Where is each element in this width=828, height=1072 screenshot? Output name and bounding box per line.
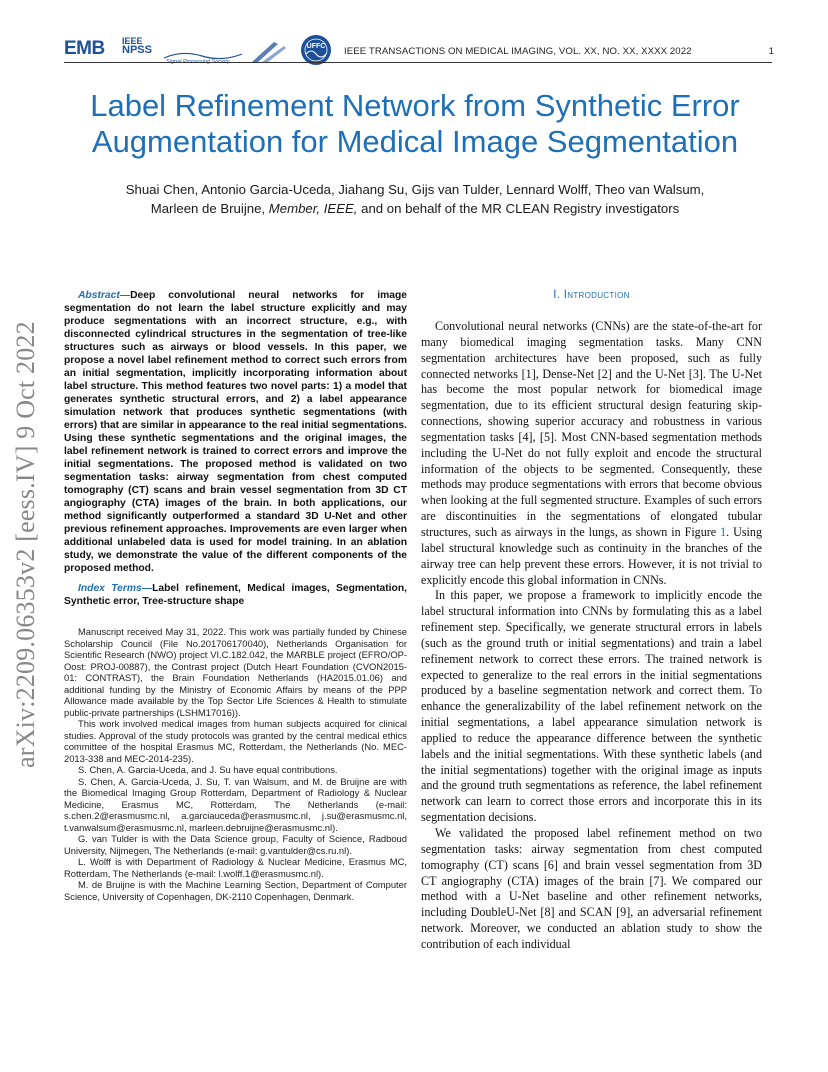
footnote-manuscript: Manuscript received May 31, 2022. This work was partially funded by Chinese Scholarship Council (File No.201706170040), Netherlands Organisation for Scientific Research (NWO) project VI.C.182.042, the MARBLE project (EFRO/OP-Oost: PROJ-00887), the Contrast project (Dutch Heart Foundation (CVON2015-01: CONTRAST), the Brain Foundation Netherlands (HA2015.01.06) and additional funding by the Ministry of Economic Affairs by means of the PPP Allowance made available by the Top Sector Life Sciences & Health to stimulate public-private partnerships (LSHM17016)). — [64, 626, 407, 718]
section-title: Introduction — [563, 289, 630, 301]
footnote-ethics: This work involved medical images from human subjects acquired for clinical studies. Approval of the study protocols was granted by the central medical ethics committee of the hospital Erasmus MC, Rotterdam, the Netherlands (No. MEC-2013-338 and MEC-2014-235). — [64, 718, 407, 764]
paper-title — [40, 88, 790, 160]
section-number: I. — [553, 289, 561, 301]
footnote-equal-contribution: S. Chen, A. Garcia-Uceda, and J. Su have equal contributions. — [78, 764, 338, 775]
footnote-affiliation-wolff: L. Wolff is with Department of Radiology & Nuclear Medicine, Erasmus MC, Rotterdam, The Netherlands (e-mail: l.wolff.1@erasmusmc.nl). — [64, 856, 407, 879]
signal-processing-society-logo — [162, 40, 302, 64]
title-line-2: Augmentation for Medical Image Segmentation — [91, 124, 739, 159]
index-terms-text: Label refinement, Medical images, Segmentation, Synthetic error, Tree-structure shape — [64, 583, 407, 607]
header-rule — [64, 62, 772, 63]
journal-name: IEEE TRANSACTIONS ON MEDICAL IMAGING, VOL. XX, NO. XX, XXXX 2022 — [344, 46, 692, 57]
introduction-body — [421, 319, 762, 953]
index-terms — [64, 582, 407, 608]
member-ieee: Member, IEEE, — [268, 201, 358, 216]
footnote-affiliation-erasmus: S. Chen, A. Garcia-Uceda, J. Su, T. van Walsum, and M. de Bruijne are with the Biomedical Imaging Group Rotterdam, Department of Radiology & Nuclear Medicine, Erasmus MC, Rotterdam, The Netherlands (e-mail: s.chen.2@erasmusmc.nl, a.garciauceda@erasmusmc.nl, j.su@erasmusmc.nl, t.vanwalsum@erasmusmc.nl, marleen.debruijne@erasmusmc.nl). — [64, 775, 407, 833]
right-column — [421, 289, 762, 953]
index-terms-heading: Index Terms— — [78, 583, 153, 594]
footnote-affiliation-radboud: G. van Tulder is with the Data Science group, Faculty of Science, Radboud University, Nijmegen, The Netherlands (e-mail: g.vantulder@cs.ru.nl). — [64, 833, 407, 856]
ieee-logo-text: IEEE — [122, 36, 143, 46]
authors-line-2 — [40, 199, 790, 218]
emb-logo-text: EMB — [64, 38, 105, 59]
intro-paragraph-1 — [421, 319, 762, 588]
abstract-text: Deep convolutional neural networks for image segmentation do not learn the label structure explicitly and may produce segmentations with an incorrect structure, e.g., with disconnected cylindrical structures in the segmentation of tree-like structures such as airways or blood vessels. In this paper, we propose a novel label refinement method to correct such errors from an initial segmentation, implicitly incorporating information about label structure. This method features two novel parts: 1) a model that generates synthetic structural errors, and 2) a label appearance simulation network that produces synthetic segmentations (with errors) that are similar in appearance to the real initial segmentations. Using these synthetic segmentations and the original images, the label refinement network is trained to correct errors and improve the initial segmentations. The proposed method is validated on two segmentation tasks: airway segmentation from chest computed tomography (CT) scans and brain vessel segmentation from 3D CT angiography (CTA) images of the brain. In both applications, our method significantly outperformed a standard 3D U-Net and other previous refinement approaches. Improvements are even larger when additional unlabeled data is used for model training. In an ablation study, we demonstrate the value of the different components of the proposed method. — [64, 290, 407, 574]
footnote-affiliation-copenhagen: M. de Bruijne is with the Machine Learning Section, Department of Computer Science, University of Copenhagen, DK-2110 Copenhagen, Denmark. — [64, 879, 407, 902]
authors-line-2-end: and on behalf of the MR CLEAN Registry investigators — [361, 201, 680, 216]
authors-line-1: Shuai Chen, Antonio Garcia-Uceda, Jiahang Su, Gijs van Tulder, Lennard Wolff, Theo van Walsum, — [125, 182, 705, 197]
author-list — [40, 180, 790, 218]
authors-line-2-start: Marleen de Bruijne, — [150, 201, 266, 216]
arxiv-identifier: arXiv:2209.06353v2 [eess.IV] 9 Oct 2022 — [11, 321, 40, 768]
figure-reference-link[interactable]: 1 — [720, 524, 727, 539]
emb-logo — [64, 38, 105, 60]
section-heading-introduction — [421, 289, 762, 301]
left-column — [64, 289, 407, 902]
intro-paragraph-3: We validated the proposed label refinement method on two segmentation tasks: airway segmentation from chest computed tomography (CT) scans [6] and brain vessel segmentation from 3D CT angiography (CTA) images of the brain [7]. We compared our method with a U-Net baseline and other refinement networks, including DoubleU-Net [8] and SCAN [9], an adversarial refinement network. Moreover, we conducted an ablation study to show the contribution of each individual — [421, 826, 762, 951]
intro-p1-text-b: . Using label structural knowledge such as continuity in the branches of the airway tree can help prevent these errors. However, it is not trivial to explicitly encode this global information in CNNs. — [421, 524, 762, 587]
abstract — [64, 289, 407, 575]
intro-paragraph-2: In this paper, we propose a framework to implicitly encode the label structural information into CNNs by formulating this as a label refinement step. Specifically, we generate structural errors in labels (such as the ground truth or initial segmentations) and train a label refinement network to correct these errors. The trained network is expected to generalize to the real errors in the initial segmentations produced by a baseline segmentation network and correct them. To enhance the generalizability of the label refinement network on the initial segmentations, a label appearance simulation network is applied to reduce the appearance difference between the synthetic labels and the initial segmentations. With these synthetic labels (and the initial segmentations) together with the original image as inputs and the ground truth segmentations as reference, the label refinement network can learn to correct those errors and incorporate this in its segmentation decisions. — [421, 588, 762, 825]
ieee-npss-logo — [122, 37, 152, 55]
intro-p1-text-a: Convolutional neural networks (CNNs) are the state-of-the-art for many biomedical imaging segmentation tasks. Many CNN segmentation architectures have been proposed, such as fully connected networks [1], Dense-Net [2] and the U-Net [3]. The U-Net has become the most popular network for biomedical image segmentation, due to its efficient structural design featuring skip-connections, showing superior accuracy and robustness in various segmentation tasks [4], [5]. Most CNN-based segmentation methods including the U-Net do not fully exploit and encode the structural information of the objects to be segmented. Consequently, these methods may produce segmentations with errors that become obvious when looking at the full segmented structure. Examples of such errors are discontinuities in the segmentations of elongated tubular structures, such as airways in the lungs, as shown in Figure — [421, 319, 762, 539]
footnotes — [64, 626, 407, 902]
uffc-logo-text: UFFC — [306, 43, 326, 50]
npss-logo-text: NPSS — [122, 44, 152, 56]
title-line-1: Label Refinement Network from Synthetic Error — [90, 88, 740, 123]
abstract-heading: Abstract— — [78, 290, 131, 301]
page-number: 1 — [768, 46, 774, 57]
